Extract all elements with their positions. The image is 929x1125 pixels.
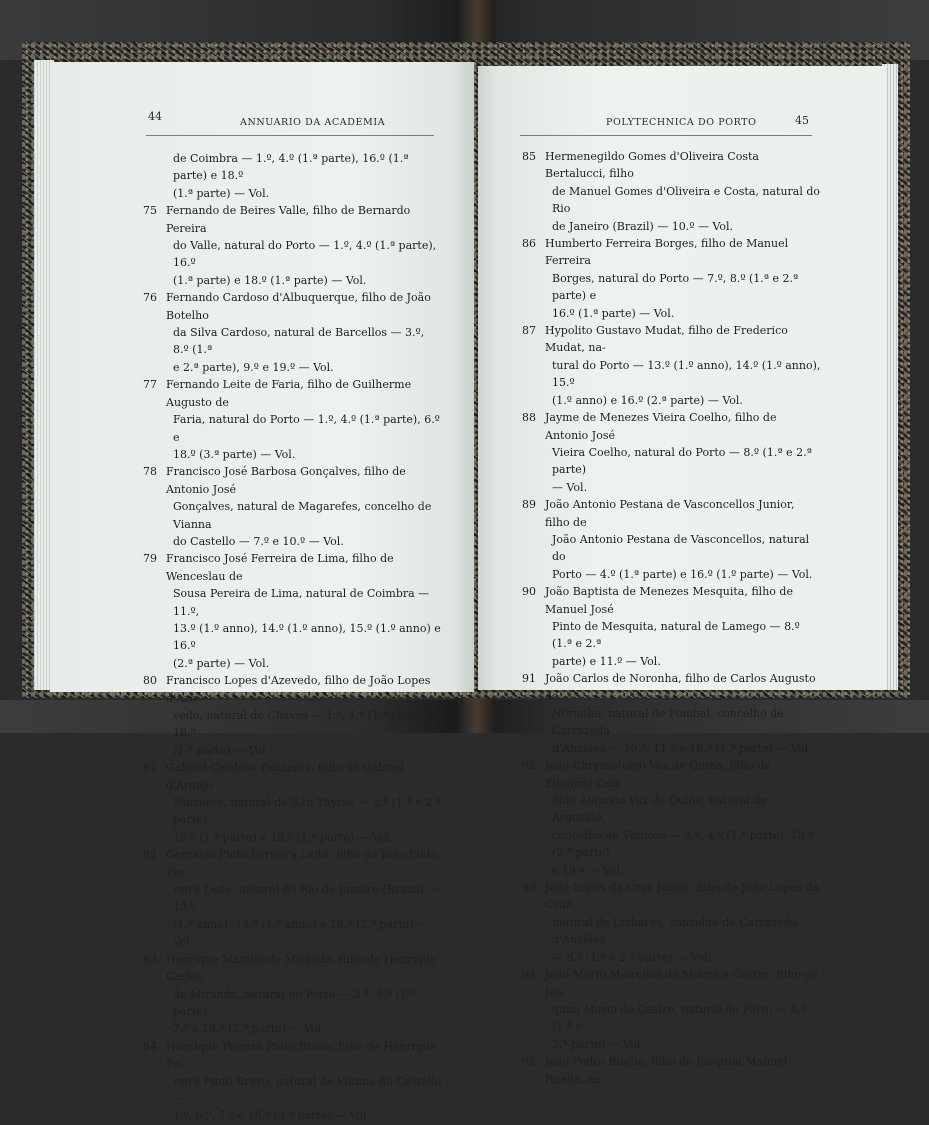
- entry-line: (1.º anno), 14.º (1.º anno) e 16.º (2.ª parte) — Vol.: [173, 917, 429, 949]
- entry-line: de Manuel Gomes d'Oliveira e Costa, natural do Rio: [552, 184, 821, 216]
- list-item: [143, 150, 443, 202]
- left-page-number: 44: [148, 110, 162, 123]
- entry-number: 80: [143, 674, 157, 688]
- entry-line: João Lopes da Cruz Junior, filho de João Lopes da Cruz,: [545, 881, 820, 912]
- right-entry-list: [522, 148, 822, 1088]
- entry-line: dido Augusto Vaz de Quina, natural de Argosillo,: [552, 794, 767, 825]
- entry-number: 75: [143, 204, 157, 218]
- entry-line: Gonçalves, natural de Magarefes, concelho de Vianna: [173, 500, 432, 531]
- entry-number: 82: [143, 848, 157, 862]
- entry-number: 95: [522, 1055, 536, 1069]
- entry-line: natural de Linhares, concelho de Carrazeda d'Anciães: [552, 915, 798, 947]
- entry-line: João Mario Meirelles de Moura e Castro, filho de Joa-: [545, 968, 819, 999]
- entry-line: (2.ª parte) — Vol.: [173, 656, 270, 670]
- entry-line: de Janeiro (Brazil) — 10.º — Vol.: [552, 219, 734, 233]
- entry-line: da Silva Cardoso, natural de Barcellos — 3.º, 8.º (1.ª: [173, 326, 425, 357]
- list-item: [143, 759, 443, 846]
- entry-line: Vieira Coelho, natural do Porto — 8.º (1.ª e 2.ª parte): [552, 445, 812, 477]
- entry-number: 92: [522, 759, 536, 773]
- list-item: [522, 235, 822, 322]
- entry-number: 81: [143, 761, 157, 775]
- entry-line: Hermenegildo Gomes d'Oliveira Costa Bertalucci, filho: [545, 150, 759, 181]
- entry-line: Borges, natural do Porto — 7.º, 8.º (1.ª e 2.ª parte) e: [552, 271, 799, 303]
- entry-line: Fernando Leite de Faria, filho de Guilherme Augusto de: [166, 378, 412, 409]
- entry-line: vedo, natural de Chaves — 1.º, 4.º (1.ª parte) e 18.º: [173, 709, 436, 740]
- list-item: [522, 409, 822, 496]
- list-item: [143, 376, 443, 463]
- list-item: [143, 1038, 443, 1125]
- entry-line: 16.º (1.ª parte) e 18.º (1.ª parte) — Vol.: [173, 830, 393, 844]
- left-header-rule: [146, 135, 434, 136]
- list-item: [522, 583, 822, 670]
- entry-number: 89: [522, 498, 536, 512]
- entry-line: do Valle, natural do Porto — 1.º, 4.º (1.ª parte), 16.º: [173, 239, 437, 270]
- entry-number: 86: [522, 237, 536, 251]
- left-entry-list: [143, 150, 443, 1125]
- entry-line: 16.º (1.ª parte) — Vol.: [552, 306, 675, 320]
- list-item: [143, 202, 443, 289]
- entry-line: 18.º (3.ª parte) — Vol.: [173, 447, 296, 461]
- entry-line: quim Mario de Castro, natural do Porto — 8.º (1.ª e: [552, 1002, 806, 1034]
- entry-line: reira Leite, natural do Rio de Janeiro (Brazil), — 13.º: [173, 883, 442, 914]
- entry-line: d'Anciães — 10.º, 11.º e 16.º (1.ª parte) — Vol.: [552, 741, 812, 755]
- list-item: [143, 951, 443, 1038]
- entry-number: 93: [522, 881, 536, 895]
- entry-line: João Carlos de Noronha, filho de Carlos Augusto de: [545, 672, 816, 703]
- entry-line: 7.º e 18.º (2.ª parte) — Vol.: [173, 1022, 325, 1036]
- entry-line: Francisco José Ferreira de Lima, filho de Wenceslau de: [166, 552, 394, 583]
- entry-number: 84: [143, 1039, 157, 1053]
- entry-line: João Pedro Ruella, filho de Joaquim Manuel Ruella, na-: [545, 1055, 788, 1086]
- entry-line: tural do Porto — 13.º (1.º anno), 14.º (1.º anno), 15.º: [552, 358, 821, 390]
- entry-line: (1.ª parte) e 18.º (1.ª parte) — Vol.: [173, 273, 367, 287]
- entry-number: 91: [522, 672, 536, 686]
- entry-line: Fanzeres, natural de S.to Thyrso — 8.º (1.ª e 2.ª parte),: [173, 796, 442, 827]
- entry-line: Faria, natural do Porto — 1.º, 4.º (1.ª parte), 6.º e: [173, 413, 440, 444]
- entry-line: Francisco José Barbosa Gonçalves, filho de Antonio José: [166, 465, 406, 496]
- left-page: [50, 62, 474, 1123]
- entry-line: (1.º anno) e 16.º (2.ª parte) — Vol.: [552, 393, 743, 407]
- entry-line: Hypolito Gustavo Mudat, filho de Frederico Mudat, na-: [545, 324, 788, 355]
- entry-line: João Antonio Pestana de Vasconcellos, natural do: [552, 532, 810, 564]
- list-item: [522, 757, 822, 879]
- list-item: [143, 550, 443, 672]
- entry-line: Henrique Pereira Pinto Bravo, filho de Henrique Pe-: [166, 1039, 437, 1071]
- entry-line: 2.ª parte) — Vol.: [552, 1037, 644, 1051]
- entry-line: de Miranda, natural do Porto — 3.º, 4.º (1.ª parte),: [173, 987, 416, 1018]
- entry-line: Gervasio Pinto Ferreira Leite, filho de João Pinto Fer-: [166, 848, 438, 879]
- right-page: [478, 66, 886, 1086]
- entry-number: 76: [143, 291, 157, 305]
- list-item: [522, 670, 822, 757]
- entry-line: Jayme de Menezes Vieira Coelho, filho de Antonio José: [545, 411, 777, 442]
- entry-line: do Castello — 7.º e 10.º — Vol.: [173, 534, 344, 548]
- entry-line: (1.ª parte) — Vol.: [173, 743, 270, 757]
- entry-line: 1.º, 6.º, 7.º e 18.º (3.ª parte) — Vol.: [173, 1109, 370, 1123]
- entry-line: (1.ª parte) — Vol.: [173, 186, 270, 200]
- entry-line: parte) e 11.º — Vol.: [552, 654, 661, 668]
- left-running-head: ANNUARIO DA ACADEMIA: [240, 117, 386, 128]
- list-item: [143, 289, 443, 376]
- list-item: [522, 879, 822, 966]
- entry-line: Noronha, natural de Pombal, concelho de Carrazeda: [552, 707, 784, 738]
- entry-number: 94: [522, 968, 536, 982]
- list-item: [522, 148, 822, 235]
- entry-line: e 19.º — Vol.: [552, 863, 624, 877]
- list-item: [143, 846, 443, 950]
- entry-number: 77: [143, 378, 157, 392]
- entry-line: Sousa Pereira de Lima, natural de Coimbra — 11.º,: [173, 587, 430, 618]
- entry-line: Pinto de Mesquita, natural de Lamego — 8.º (1.ª e 2.ª: [552, 619, 800, 651]
- list-item: [522, 496, 822, 583]
- list-item: [522, 322, 822, 409]
- entry-line: Porto — 4.º (1.ª parte) e 16.º (1.º parte) — Vol.: [552, 567, 813, 581]
- entry-line: Humberto Ferreira Borges, filho de Manuel Ferreira: [545, 237, 789, 268]
- entry-number: 79: [143, 552, 157, 566]
- list-item: [522, 1053, 822, 1088]
- entry-number: 85: [522, 150, 536, 163]
- entry-line: Fernando Cardoso d'Albuquerque, filho de João Botelho: [166, 291, 431, 322]
- entry-line: — Vol.: [552, 480, 588, 494]
- entry-line: João Antonio Pestana de Vasconcellos Junior, filho de: [545, 498, 795, 529]
- entry-line: e 2.ª parte), 9.º e 19.º — Vol.: [173, 360, 334, 374]
- entry-line: Henrique Manuel de Miranda, filho de Henrique Carlos: [166, 952, 437, 984]
- entry-line: de Coimbra — 1.º, 4.º (1.ª parte), 16.º (1.ª parte) e 18.º: [173, 152, 409, 183]
- list-item: [522, 966, 822, 1053]
- entry-number: 78: [143, 465, 157, 479]
- entry-line: Gabriel Cardoso Fanzeres, filho de Gabriel d'Araujo: [166, 761, 404, 792]
- entry-line: João Baptista de Menezes Mesquita, filho de Manuel José: [545, 585, 793, 616]
- entry-line: concelho de Vimioso — 2.º, 4.º (1.ª parte), 18.º (2.ª parte): [552, 828, 814, 860]
- list-item: [143, 672, 443, 759]
- entry-number: 83: [143, 952, 157, 966]
- right-page-number: 45: [795, 114, 809, 127]
- entry-number: 90: [522, 585, 536, 599]
- entry-line: João Chrysostomo Vaz de Quina, filho de Eduardo Can-: [545, 759, 771, 790]
- right-running-head: POLYTECHNICA DO PORTO: [606, 117, 757, 128]
- entry-line: Fernando de Beires Valle, filho de Bernardo Pereira: [166, 204, 411, 235]
- list-item: [143, 463, 443, 550]
- entry-number: 88: [522, 411, 536, 425]
- entry-line: — 8.º (1.ª e 2.ª parte) — Vol.: [552, 950, 712, 964]
- entry-number: 87: [522, 324, 536, 338]
- right-header-rule: [520, 135, 812, 136]
- entry-line: Francisco Lopes d'Azevedo, filho de João Lopes d'Aze-: [166, 674, 431, 705]
- entry-line: reira Pinto Bravo, natural de Vianna do Castello —: [173, 1074, 442, 1105]
- entry-line: 13.º (1.º anno), 14.º (1.º anno), 15.º (1.º anno) e 16.º: [173, 621, 441, 653]
